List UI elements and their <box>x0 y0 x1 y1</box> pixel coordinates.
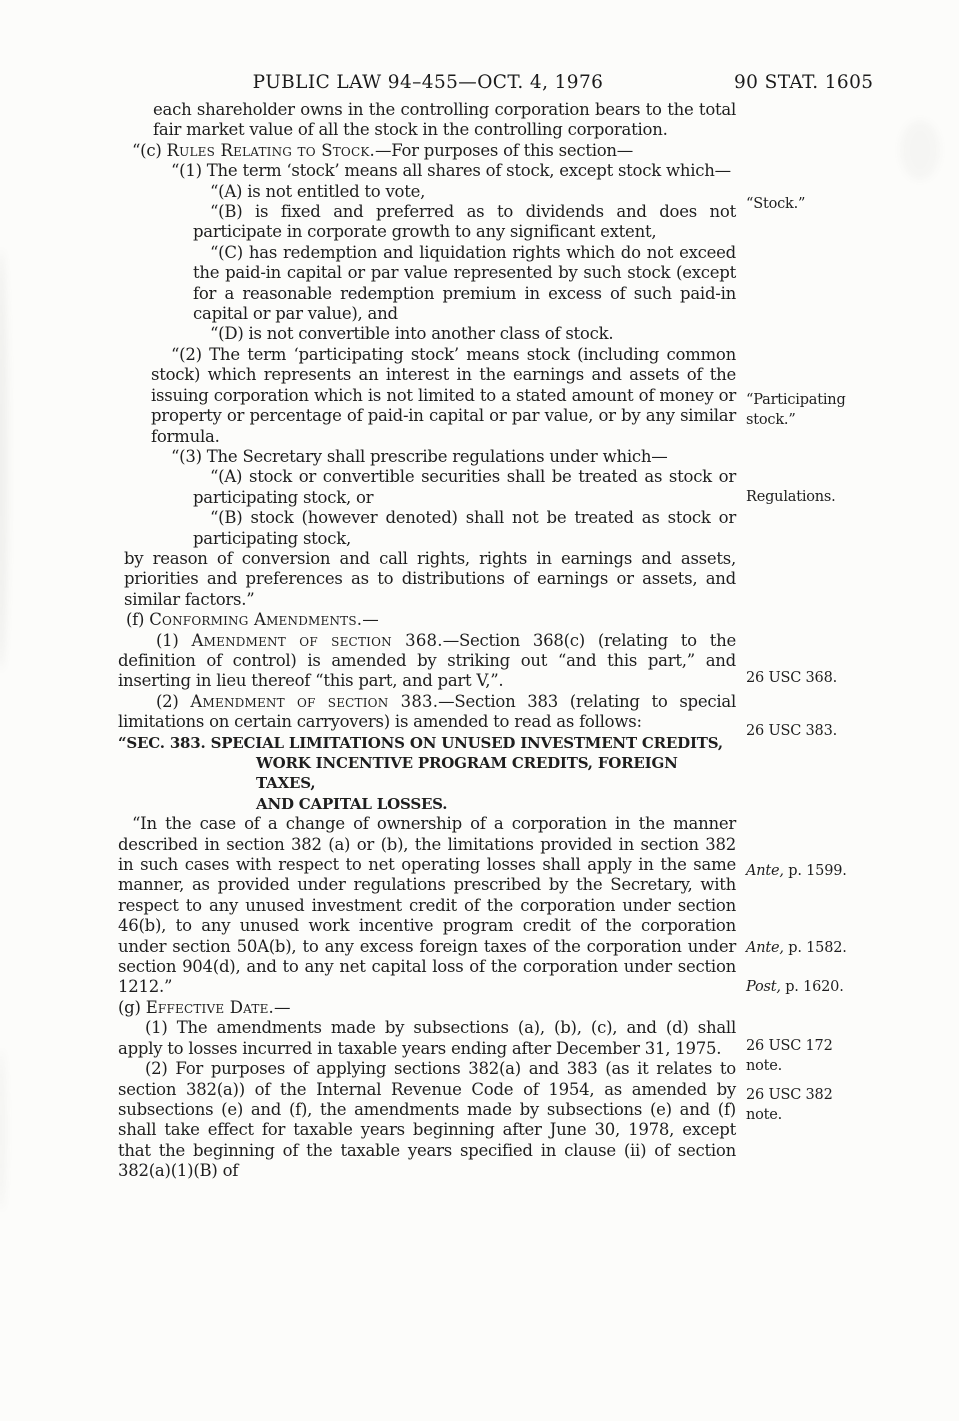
f2-smallcaps: Amendment of section 383. <box>190 691 439 711</box>
margin-note-italic: Post, <box>746 979 781 995</box>
section-383-heading-line1: “SEC. 383. SPECIAL LIMITATIONS ON UNUSED INVESTMENT CREDITS, <box>118 733 723 752</box>
section-383-heading-line3: AND CAPITAL LOSSES. <box>256 794 448 813</box>
paragraph-g1: (1) The amendments made by subsections (a), (b), (c), and (d) shall apply to losses incurred in taxable years ending after December 31, 1975. <box>118 1018 736 1058</box>
paragraph-g2: (2) For purposes of applying sections 382(a) and 383 (as it relates to section 382(a)) of the Internal Revenue Code of 1954, as amended by subsections (e) and (f), the amendments made by subsections (e) and (f) shall take effect for taxable years beginning after June 30, 1978, except that the beginning of the taxable years specified in clause (ii) of section 382(a)(1)(B) of <box>118 1059 736 1181</box>
margin-note-ante-1599 <box>746 862 864 882</box>
subsection-f-lead: (f) <box>126 610 150 630</box>
margin-note-regulations <box>746 488 864 508</box>
subsection-c-lead: “(c) <box>132 140 167 160</box>
margin-note-stock <box>746 195 864 215</box>
margin-note-text: 26 USC 172 note. <box>746 1038 833 1074</box>
subsection-c-smallcaps: Rules Relating to Stock. <box>166 140 375 160</box>
running-header-law-title: PUBLIC LAW 94–455—OCT. 4, 1976 <box>252 72 604 93</box>
section-383-heading <box>118 733 736 815</box>
margin-note-26usc368 <box>746 669 864 689</box>
paragraph-flush-c3-closing: by reason of conversion and call rights, rights in earnings and assets, priorities and preferences as to distributions of earnings or assets, and similar factors.” <box>124 548 736 609</box>
margin-note-26usc383 <box>746 722 864 742</box>
f1-rest: —Section 368(c) (relating to the definition of control) is amended by striking out “and this part,” and inserting in lieu thereof “this part, and part V,”. <box>118 630 737 691</box>
subparagraph-c1-D: “(D) is not convertible into another class of stock. <box>210 324 614 344</box>
subparagraph-c1-C: “(C) has redemption and liquidation rights which do not exceed the paid-in capital or par value represented by such stock (except for a reasonable redemption premium in excess of such paid-in capital or par value), and <box>193 242 736 324</box>
margin-note-text: p. 1599. <box>783 863 847 879</box>
paragraph-c1: “(1) The term ‘stock’ means all shares of stock, except stock which— <box>171 161 731 181</box>
scan-artifact <box>900 120 940 180</box>
margin-note-text: 26 USC 382 note. <box>746 1087 833 1123</box>
subsection-g-smallcaps: Effective Date. <box>145 997 274 1017</box>
margin-note-text: 26 USC 383. <box>746 723 838 739</box>
subsection-c-rest: —For purposes of this section— <box>374 140 634 160</box>
margin-note-text: “Stock.” <box>746 196 806 212</box>
margin-note-text: Regulations. <box>746 489 836 505</box>
subparagraph-c3-B: “(B) stock (however denoted) shall not be treated as stock or participating stock, <box>193 508 736 548</box>
margin-note-text: “Participating stock.” <box>746 392 846 428</box>
f2-lead: (2) <box>156 691 191 711</box>
f2-rest: —Section 383 (relating to special limitations on certain carryovers) is amended to read as follows: <box>118 691 736 732</box>
margin-note-participating-stock <box>746 391 864 430</box>
subparagraph-c1-A: “(A) is not entitled to vote, <box>210 181 426 201</box>
subparagraph-c3-A: “(A) stock or convertible securities shall be treated as stock or participating stock, or <box>193 467 736 507</box>
paragraph-subsection-c <box>118 141 736 161</box>
subparagraph-c1-B: “(B) is fixed and preferred as to dividends and does not participate in corporate growth to any significant extent, <box>193 202 736 242</box>
margin-note-italic: Ante, <box>746 940 784 956</box>
f1-lead: (1) <box>156 630 192 650</box>
subsection-g-rest: — <box>274 997 291 1017</box>
main-text-column <box>118 100 736 1182</box>
paragraph-f1 <box>118 631 736 692</box>
statutes-at-large-page-number: 90 STAT. 1605 <box>734 72 874 93</box>
margin-note-text: 26 USC 368. <box>746 670 838 686</box>
paragraph-c2: “(2) The term ‘participating stock’ means stock (including common stock) which represents an interest in the earnings and assets of the issuing corporation which is not limited to a stated amount of money or property or percentage of paid-in capital or par value, or by any similar formula. <box>151 344 736 446</box>
margin-note-text: p. 1620. <box>780 979 844 995</box>
paragraph-continuation: each shareholder owns in the controlling corporation bears to the total fair market value of all the stock in the controlling corporation. <box>153 100 736 140</box>
paragraph-subsection-f <box>118 610 736 630</box>
subsection-f-rest: — <box>362 610 379 630</box>
margin-note-26usc382-note <box>746 1086 864 1125</box>
paragraph-f2 <box>118 692 736 733</box>
margin-note-26usc172-note <box>746 1037 864 1076</box>
f1-smallcaps: Amendment of section 368. <box>191 630 443 650</box>
margin-note-post-1620 <box>746 978 864 998</box>
subsection-f-smallcaps: Conforming Amendments. <box>149 610 363 630</box>
paragraph-c3: “(3) The Secretary shall prescribe regulations under which— <box>171 446 668 466</box>
paragraph-subsection-g <box>118 998 736 1018</box>
margin-note-ante-1582 <box>746 939 864 959</box>
subsection-g-lead: (g) <box>118 997 146 1017</box>
paragraph-section-383-body: “In the case of a change of ownership of a corporation in the manner described in section 382 (a) or (b), the limitations provided in section 382 in such cases with respect to net operating losses shall apply in the same manner, as provided under regulations prescribed by the Secretary, with respect to any unused investment credit of the corporation under section 46(b), to any unused work incentive program credit of the corporation under section 50A(b), to any excess foreign taxes of the corporation under section 904(d), and to any net capital loss of the corporation under section 1212.” <box>118 814 736 997</box>
scan-artifact <box>0 250 8 670</box>
scan-artifact <box>0 1050 6 1210</box>
margin-note-text: p. 1582. <box>783 940 847 956</box>
margin-note-italic: Ante, <box>746 863 784 879</box>
section-383-heading-line2: WORK INCENTIVE PROGRAM CREDITS, FOREIGN TAXES, <box>256 754 678 793</box>
